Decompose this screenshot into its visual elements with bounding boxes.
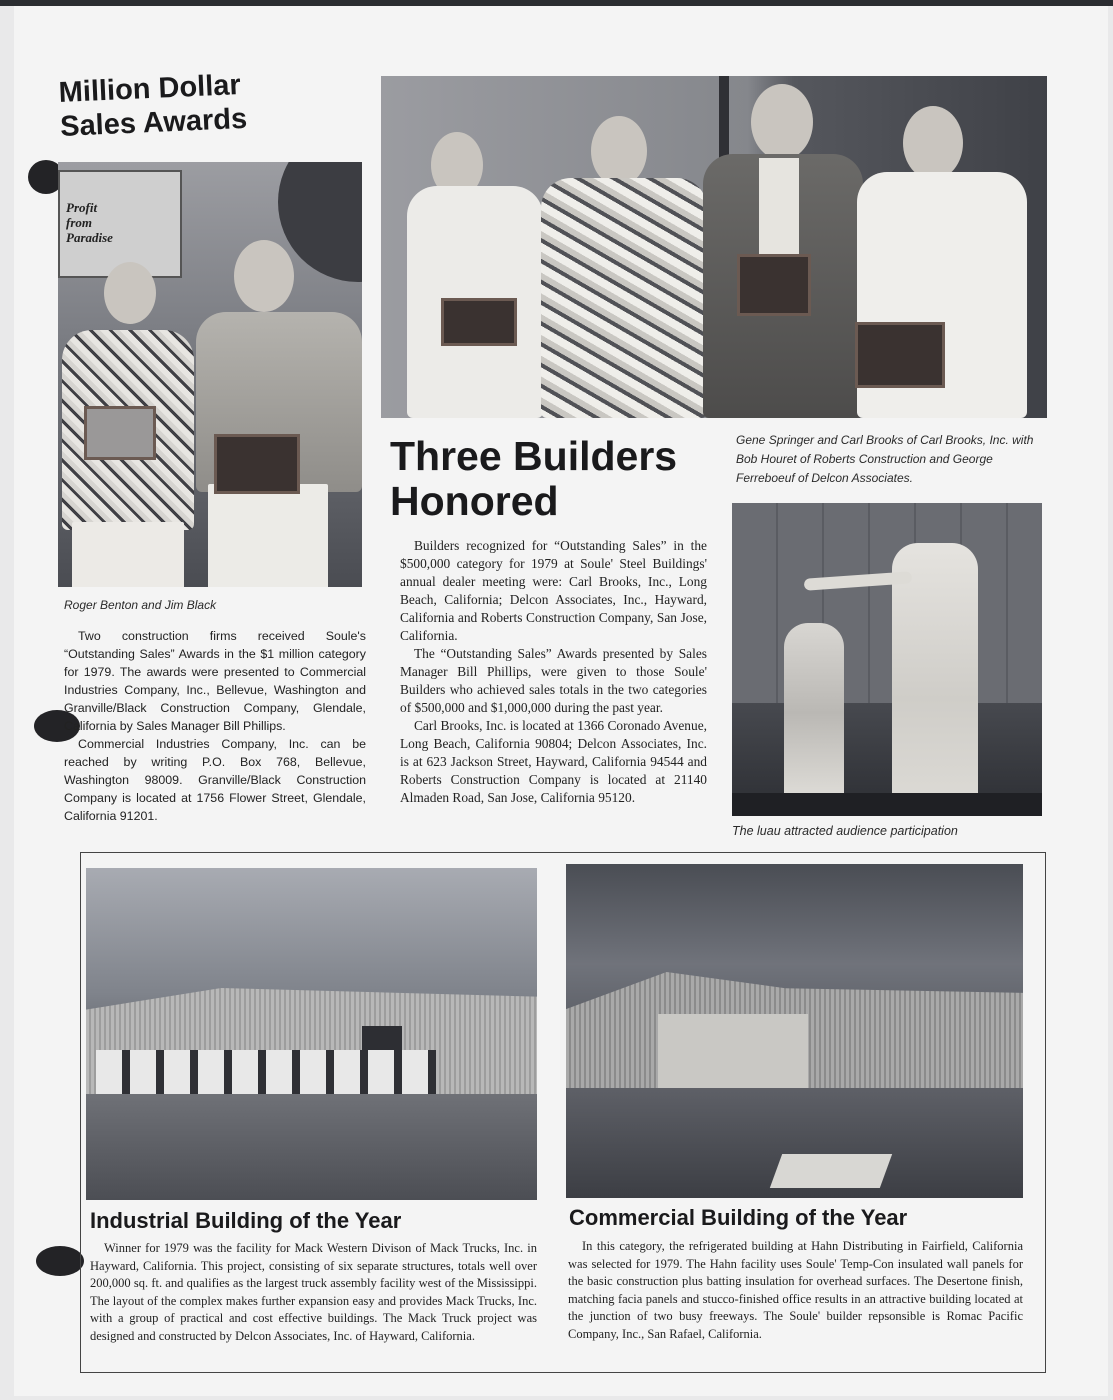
stage-back-wall <box>732 503 1042 703</box>
commercial-body: In this category, the refrigerated building at Hahn Distributing in Fairfield, California was selected for 1979. The Hahn facility uses Soule' Temp-Con insulated wall panels for the basic construction plus batting insulation for overhead surfaces. The Desertone finish, matching facia panels and stucco-finished office results in an attractive building located at the junction of two busy freeways. The Soule' builder repsonsible is Romac Pacific Company, Inc., San Rafael, California. <box>568 1239 1023 1341</box>
industrial-title: Industrial Building of the Year <box>90 1208 402 1233</box>
person-right-head <box>234 240 294 312</box>
photo-hahn-distributing <box>566 864 1023 1198</box>
man-2-shirt <box>541 178 707 418</box>
left-photo-caption: Roger Benton and Jim Black <box>64 598 217 612</box>
man-2-head <box>591 116 647 186</box>
center-article-title <box>390 434 677 524</box>
center-article-body <box>400 537 707 807</box>
person-right-pants <box>208 484 328 587</box>
group-photo-caption: Gene Springer and Carl Brooks of Carl Brooks, Inc. with Bob Houret of Roberts Construction and George Ferreboeuf of Delcon Associates. <box>736 433 1034 485</box>
man-3-head <box>751 84 813 160</box>
left-title-line-2: Sales Awards <box>59 102 248 143</box>
man-4-plaque <box>855 322 945 388</box>
photo-luau <box>732 503 1042 816</box>
profit-sign-text: Profit from Paradise <box>66 200 113 245</box>
man-3-plaque <box>737 254 811 316</box>
photo-benton-black <box>58 162 362 587</box>
dancer-figure <box>784 623 844 803</box>
man-1-plaque <box>441 298 517 346</box>
office-facia <box>658 1014 808 1094</box>
commercial-title: Commercial Building of the Year <box>569 1205 908 1230</box>
center-title-line-2: Honored <box>390 478 559 524</box>
man-4-head <box>903 106 963 180</box>
left-title-line-1: Million Dollar <box>58 69 242 109</box>
center-paragraph: The “Outstanding Sales” Awards presented by Sales Manager Bill Phillips, were given to those Soule' Builders who achieved sales totals in the two categories of $500,000 and $1,000,000 during the past year. <box>400 646 707 715</box>
industrial-body: Winner for 1979 was the facility for Mack Western Divison of Mack Trucks, Inc. in Hayward, California. This project, consisting of six separate structures, totals well over 200,000 sq. ft. and qualifies as the largest truck assembly facility west of the Mississippi. The layout of the complex makes further expansion easy and provides Mack Trucks, Inc. with a group of practical and cost effective buildings. The Mack Truck project was designed and constructed by Delcon Associates, Inc. of Hayward, California. <box>90 1241 537 1343</box>
center-paragraph: Carl Brooks, Inc. is located at 1366 Coronado Avenue, Long Beach, California 90804; Delcon Associates, Inc. is at 623 Jackson Street, Hayward, California 94544 and Roberts Construction Company is located at 21140 Almaden Road, San Jose, California 95120. <box>400 718 707 805</box>
left-article-title <box>58 68 248 144</box>
person-left-head <box>104 262 156 324</box>
person-left-pants <box>72 522 184 587</box>
parking-lot <box>86 1094 537 1200</box>
photo-mack-trucks-facility <box>86 868 537 1200</box>
center-paragraph: Builders recognized for “Outstanding Sales” in the $500,000 category for 1979 at Soule' Steel Buildings' annual dealer meeting were: Carl Brooks, Inc., Long Beach, California; Delcon Associates, Inc., Hayward, California and Roberts Construction Company, San Jose, California. <box>400 538 707 643</box>
center-title-line-1: Three Builders <box>390 433 678 479</box>
left-paragraph: Two construction firms received Soule's “Outstanding Sales” Awards in the $1 million category for 1979. The awards were presented to Commercial Industries Company, Inc., Bellevue, Washington and Granville/Black Construction Company, Glendale, California by Sales Manager Bill Phillips. <box>64 629 366 733</box>
binder-hole-bottom <box>36 1246 84 1276</box>
trucks-row <box>96 1050 436 1094</box>
profit-sign <box>58 170 182 278</box>
plaque-right <box>214 434 300 494</box>
plaque-left <box>84 406 156 460</box>
left-article-body <box>64 627 366 825</box>
luau-caption: The luau attracted audience participation <box>732 824 958 838</box>
photo-four-builders <box>381 76 1047 418</box>
man-3-shirt-front <box>759 158 799 268</box>
drain-cover <box>770 1154 892 1188</box>
left-paragraph: Commercial Industries Company, Inc. can be reached by writing P.O. Box 768, Bellevue, Washington 98009. Granville/Black Construction Company is located at 1756 Flower Street, Glendale, California 91201. <box>64 737 366 823</box>
stage-floor <box>732 793 1042 816</box>
